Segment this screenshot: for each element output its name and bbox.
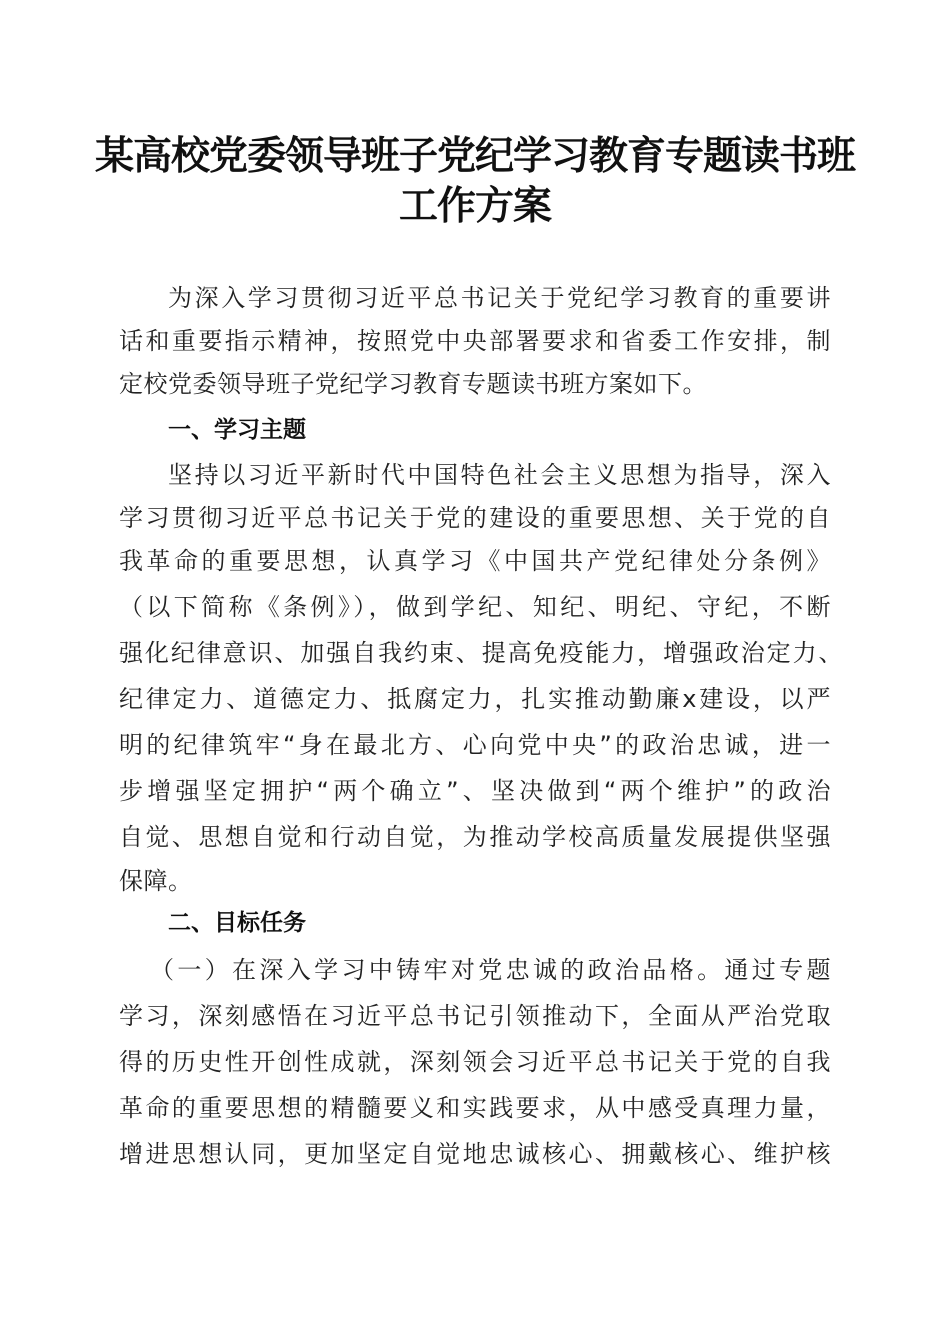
- body-line: 学习，深刻感悟在习近平总书记引领推动下，全面从严治党取: [119, 1002, 831, 1030]
- intro-line: 定校党委领导班子党纪学习教育专题读书班方案如下。: [119, 370, 707, 398]
- body-line: 明的纪律筑牢“身在最北方、心向党中央”的政治忠诚，进一: [119, 731, 831, 759]
- body-line: 坚持以习近平新时代中国特色社会主义思想为指导，深入: [168, 461, 831, 489]
- body-line: （以下简称《条例》），做到学纪、知纪、明纪、守纪，不断: [119, 593, 831, 621]
- body-line: 我革命的重要思想，认真学习《中国共产党纪律处分条例》: [119, 547, 831, 575]
- body-line: 强化纪律意识、加强自我约束、提高免疫能力，增强政治定力、: [119, 639, 843, 667]
- body-line: 学习贯彻习近平总书记关于党的建设的重要思想、关于党的自: [119, 504, 831, 532]
- body-line: 增进思想认同，更加坚定自觉地忠诚核心、拥戴核心、维护核: [119, 1140, 831, 1168]
- intro-line: 为深入学习贯彻习近平总书记关于党纪学习教育的重要讲: [168, 284, 831, 312]
- body-line: 保障。: [119, 867, 193, 895]
- section-heading-goals-tasks: 二、目标任务: [168, 910, 306, 936]
- body-line: 革命的重要思想的精髓要义和实践要求，从中感受真理力量，: [119, 1094, 831, 1122]
- section-heading-learning-theme: 一、学习主题: [168, 417, 306, 443]
- intro-line: 话和重要指示精神，按照党中央部署要求和省委工作安排，制: [119, 327, 831, 355]
- document-title-line-2: 工作方案: [398, 183, 551, 229]
- document-title-line-1: 某高校党委领导班子党纪学习教育专题读书班: [94, 133, 855, 179]
- body-line: （一）在深入学习中铸牢对党忠诚的政治品格。通过专题: [150, 956, 831, 984]
- body-line: 步增强坚定拥护“两个确立”、坚决做到“两个维护”的政治: [119, 777, 831, 805]
- body-line: 纪律定力、道德定力、抵腐定力，扎实推动勤廉x建设，以严: [119, 685, 831, 713]
- body-line: 自觉、思想自觉和行动自觉，为推动学校高质量发展提供坚强: [119, 823, 831, 851]
- body-line: 得的历史性开创性成就，深刻领会习近平总书记关于党的自我: [119, 1048, 831, 1076]
